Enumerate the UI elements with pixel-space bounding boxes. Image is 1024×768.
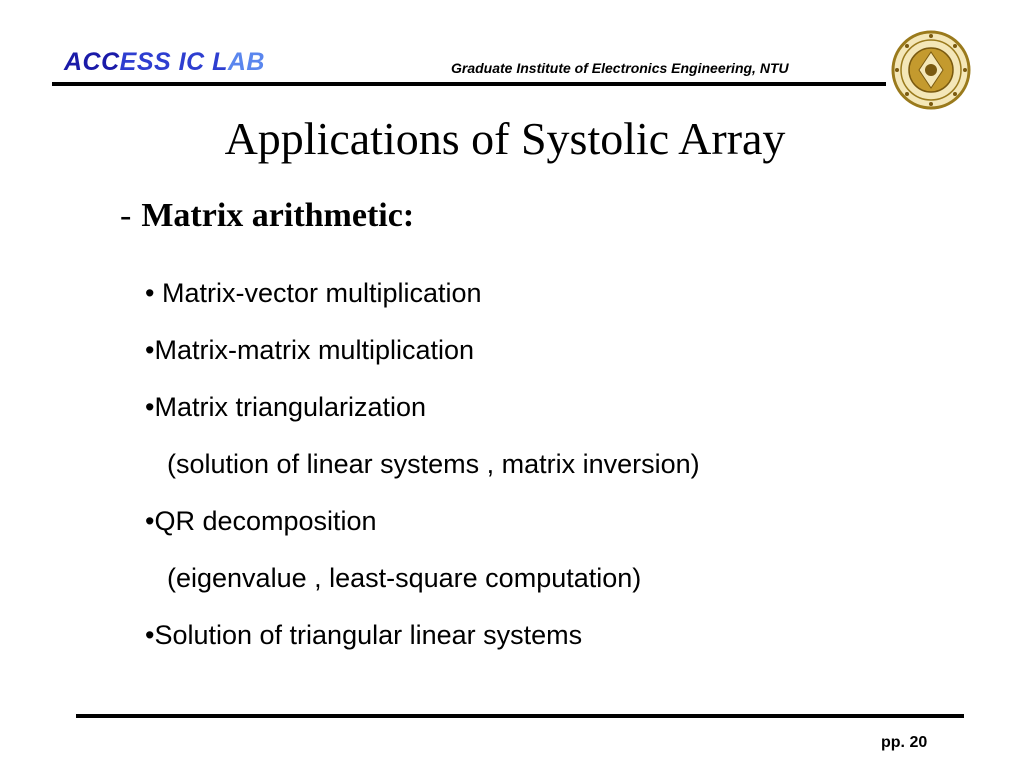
page-number: pp. 20 bbox=[881, 734, 928, 751]
bullet-item: •Solution of triangular linear systems bbox=[145, 620, 583, 650]
bullet-list bbox=[145, 275, 700, 674]
lab-name-part-1: ACC bbox=[64, 48, 120, 76]
bullet-item: •QR decomposition bbox=[145, 506, 377, 536]
section-heading-dash: - bbox=[120, 197, 132, 234]
section-heading bbox=[120, 197, 414, 234]
footer-divider bbox=[76, 714, 964, 718]
bullet-note: (solution of linear systems , matrix inversion) bbox=[167, 449, 700, 479]
lab-name-part-3: AB bbox=[227, 48, 265, 76]
bullet-item: • Matrix-vector multiplication bbox=[145, 278, 482, 308]
institute-name: Graduate Institute of Electronics Engineering, NTU bbox=[451, 60, 789, 76]
section-heading-text: Matrix arithmetic: bbox=[141, 197, 415, 234]
slide-title: Applications of Systolic Array bbox=[224, 113, 786, 164]
bullet-note: (eigenvalue , least-square computation) bbox=[167, 563, 642, 593]
bullet-item: •Matrix triangularization bbox=[145, 392, 427, 422]
lab-name bbox=[64, 50, 265, 75]
lab-name-part-2: ESS IC L bbox=[119, 48, 228, 76]
header-divider bbox=[52, 82, 886, 86]
bullet-item: •Matrix-matrix multiplication bbox=[145, 335, 475, 365]
university-seal-icon bbox=[891, 30, 971, 110]
